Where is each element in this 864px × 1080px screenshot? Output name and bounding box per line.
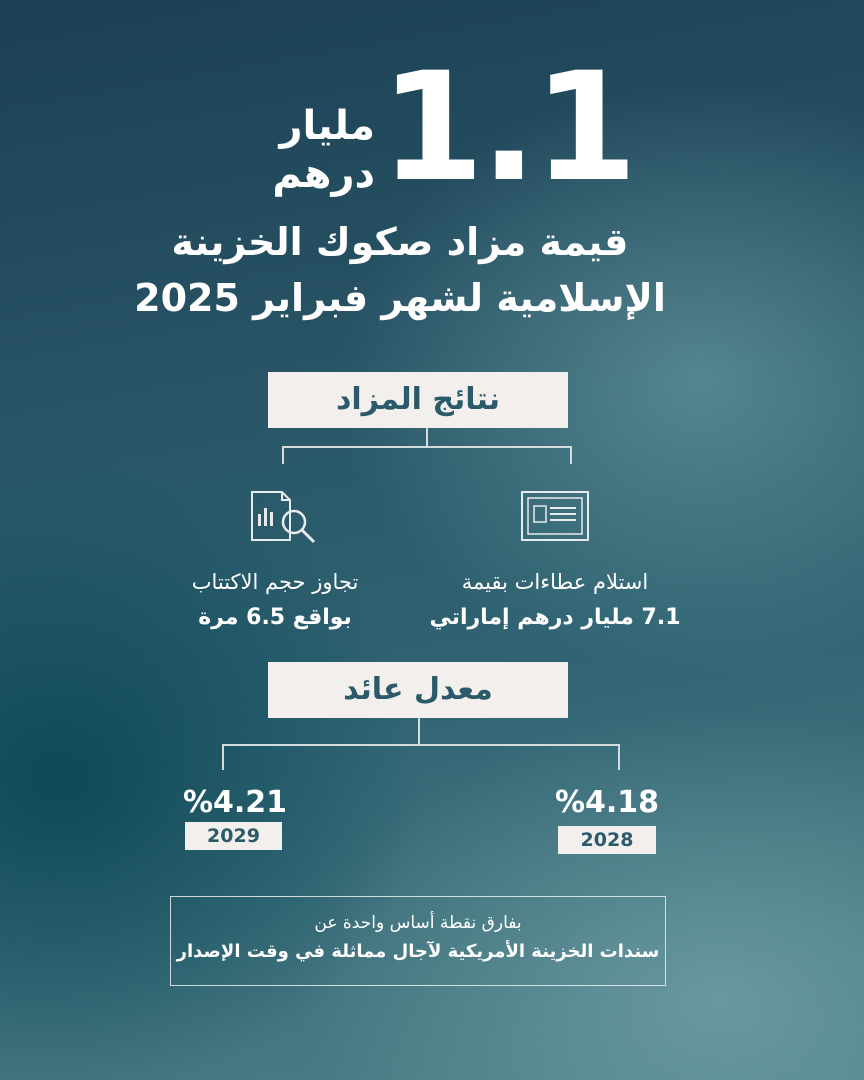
headline-title-line1: قيمة مزاد صكوك الخزينة	[171, 220, 629, 264]
yield-connector-left	[222, 744, 224, 770]
results-connector-horizontal	[282, 446, 572, 448]
headline-unit-line2: درهم	[272, 151, 375, 197]
results-connector-right	[570, 446, 572, 464]
footnote-line2: سندات الخزينة الأمريكية لآجال مماثلة في وقت الإصدار	[176, 941, 660, 962]
certificate-icon	[518, 484, 598, 554]
footnote-box	[170, 896, 666, 986]
results-connector-left	[282, 446, 284, 464]
subscription-text-line1: تجاوز حجم الاكتتاب	[191, 570, 359, 594]
year-badge-2028: 2028	[558, 826, 656, 854]
headline-title-line2: الإسلامية لشهر فبراير 2025	[134, 276, 666, 320]
subscription-text-line2: بواقع 6.5 مرة	[198, 605, 352, 630]
headline-unit-line1: مليار	[279, 103, 375, 149]
yield-connector-vertical	[418, 718, 420, 746]
results-connector-vertical	[426, 428, 428, 448]
footnote-line1: بفارق نقطة أساس واحدة عن	[314, 913, 522, 933]
yield-value-2028: %4.18	[554, 785, 660, 820]
bids-text-line2: 7.1 مليار درهم إماراتي	[429, 605, 681, 630]
year-badge-2029: 2029	[185, 822, 282, 850]
yield-label: معدل عائد	[268, 662, 568, 718]
bids-text-line1: استلام عطاءات بقيمة	[461, 570, 649, 594]
results-label: نتائج المزاد	[268, 372, 568, 428]
headline-amount: 1.1	[380, 41, 634, 215]
yield-connector-horizontal	[222, 744, 620, 746]
yield-value-2029: %4.21	[182, 785, 288, 820]
yield-connector-right	[618, 744, 620, 770]
document-chart-magnifier-icon	[240, 484, 320, 554]
